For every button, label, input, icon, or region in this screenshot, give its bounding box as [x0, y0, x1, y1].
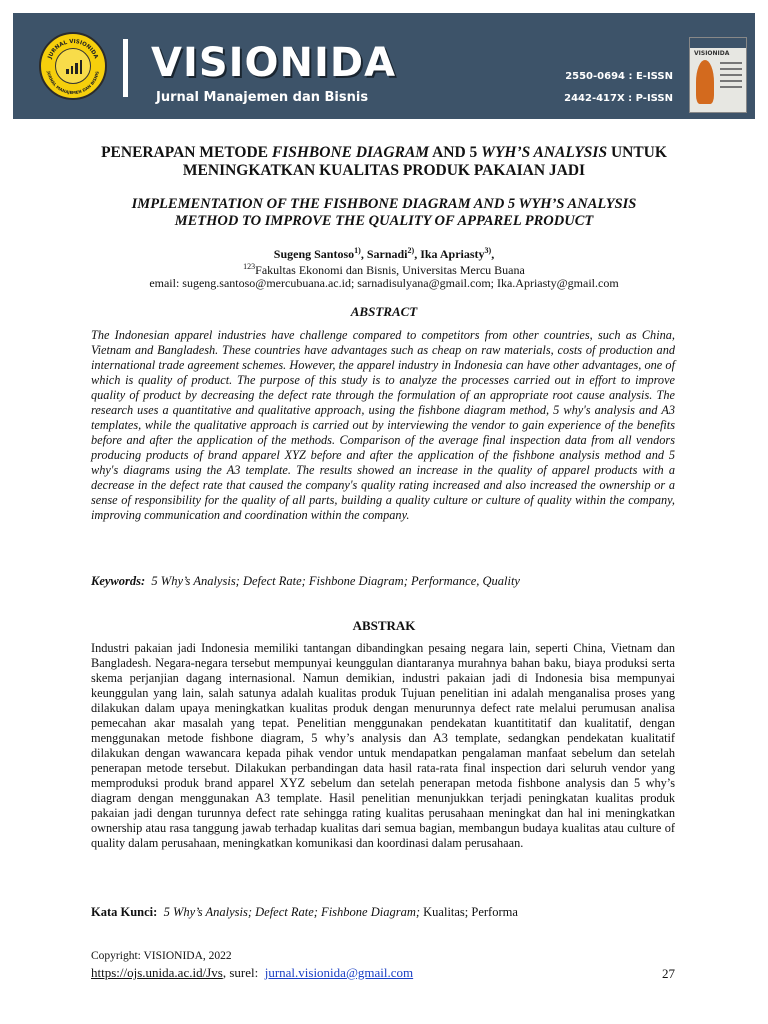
svg-text:JURNAL VISIONIDA: JURNAL VISIONIDA	[47, 38, 99, 60]
journal-url-link[interactable]: https://ojs.unida.ac.id/Jvs	[91, 965, 223, 980]
kata-kunci-line: Kata Kunci: 5 Why’s Analysis; Defect Rate; Fishbone Diagram; Kualitas; Performa	[91, 905, 518, 919]
journal-subtitle: Jurnal Manajemen dan Bisnis	[156, 90, 369, 105]
keywords-line: Keywords: 5 Why’s Analysis; Defect Rate; Fishbone Diagram; Performance, Quality	[91, 574, 520, 588]
footer-links: https://ojs.unida.ac.id/Jvs, surel: jurnal.visionida@gmail.com	[91, 965, 414, 980]
header-divider	[123, 39, 128, 97]
cover-flame-image	[696, 60, 714, 104]
abstrak-indonesian-text: Industri pakaian jadi Indonesia memiliki tantangan dibandingkan pesaing negara lain, seperti China, Vietnam dan Bangladesh. Negara-negara tersebut mempunyai keunggulan diantaranya murahnya bahan baku, biaya produksi serta skema perjanjian dagang internasional. Namun demikian, industri pakaian jadi di Indonesia bisa mempunyai keunggulan yang lain, salah satunya adalah kualitas produk Tujuan penelitian ini adalah menganalisa proses yang dilakukan dalam upaya meningkatkan kualitas produk dengan menurunnya defect rate melalui perumusan analisa pemecahan akar masalah yang tepat. Penelitian menggunakan pendekatan kuantititatif dan kualitatif, dengan menggunakan metode fishbone diagram, 5 why’s analysis dan A3 template, sedangkan pendekatan kualitatif dilakukan dengan wawancara kepada pihak vendor untuk mendapatkan pengalaman manfaat sebelum dan setelah penerapan metode tersebut. Dilakukan perbandingan data hasil rata-rata final inspection dari seluruh vendor yang memproduksi produk brand apparel XYZ sebelum dan setelah penerapan metoda fishbone analysis dan 5 why’s diagram dengan menggunakan A3 template. Hasil penelitian menunjukkan terjadi peningkatan kualitas produk pakaian jadi dengan turunnya defect rate sehingga rating kualitas perusahaan meningkat dan hal ini meningkatkan ownership atau rasa tanggung jawab terhadap kualitas dari semua bagian, membangun budaya kualitas atau culture of quality dalam perusahaan, meningkatkan komunikasi dan koordinasi dalam perusahaan.	[91, 641, 675, 850]
journal-cover-thumbnail	[689, 37, 747, 113]
article-title-indonesian: PENERAPAN METODE FISHBONE DIAGRAM AND 5 WYH’S ANALYSIS UNTUK MENINGKATKAN KUALITAS PRODUK PAKAIAN JADI	[101, 144, 667, 179]
svg-text:JURNAL MANAJEMEN DAN BISNIS: JURNAL MANAJEMEN DAN BISNIS	[46, 70, 100, 96]
pissn-label: 2442-417X : P-ISSN	[564, 93, 673, 104]
abstract-english-text: The Indonesian apparel industries have challenge compared to competitors from other countries, such as China, Vietnam and Bangladesh. These countries have advantages such as cheap on raw materials, costs of production and international trade agreement schemes. However, the apparel industry in Indonesia can have other advantages, one of which is quality of product. The purpose of this study is to analyze the processes carried out in effort to improve quality of product by decreasing the defect rate through the formulation of an appropriate root cause analysis. The research uses a quantitative and qualitative approach, using the fishbone diagram method, 5 why's analysis and A3 templates, while the qualitative approach is carried out by interviewing the vendor to gain experience of the benefits before and after the application of the methods. Comparison of the average final inspection data from all vendors producing products of brand apparel XYZ before and after the application of the fishbone analysis method and 5 why's diagrams using the A3 template. The results showed an increase in the quality of apparel products with a decrease in the defect rate that caused the company's quality rating increased and also increased the ownership or a sense of responsibility for the quality of all parts, building a quality culture or culture of quality within the company, improving communication and coordination within the company.	[91, 328, 675, 522]
journal-email-link[interactable]: jurnal.visionida@gmail.com	[264, 965, 414, 980]
author-list: Sugeng Santoso$^{1)}$, Sarnadi$^{2)}$, Ika Apriasty$^{3)}$,	[273, 246, 495, 261]
abstract-heading: ABSTRACT	[350, 304, 418, 319]
eissn-label: 2550-0694 : E-ISSN	[565, 71, 673, 82]
bar-chart-icon	[66, 60, 82, 74]
article-title-english: IMPLEMENTATION OF THE FISHBONE DIAGRAM AND 5 WYH’S ANALYSIS METHOD TO IMPROVE THE QUALITY OF APPAREL PRODUCT	[131, 196, 637, 229]
logo-emblem	[55, 48, 91, 84]
copyright-notice: Copyright: VISIONIDA, 2022	[91, 950, 232, 962]
page-number: 27	[662, 966, 675, 981]
author-emails: email: sugeng.santoso@mercubuana.ac.id; sarnadisulyana@gmail.com; Ika.Apriasty@gmail.com	[149, 276, 619, 290]
abstrak-heading: ABSTRAK	[352, 618, 416, 633]
cover-title: VISIONIDA	[694, 50, 730, 57]
journal-logo	[39, 32, 107, 100]
author-affiliation: $^{123}$Fakultas Ekonomi dan Bisnis, Universitas Mercu Buana	[243, 262, 525, 277]
journal-name: VISIONIDA	[151, 40, 397, 86]
journal-header-banner	[13, 13, 755, 119]
